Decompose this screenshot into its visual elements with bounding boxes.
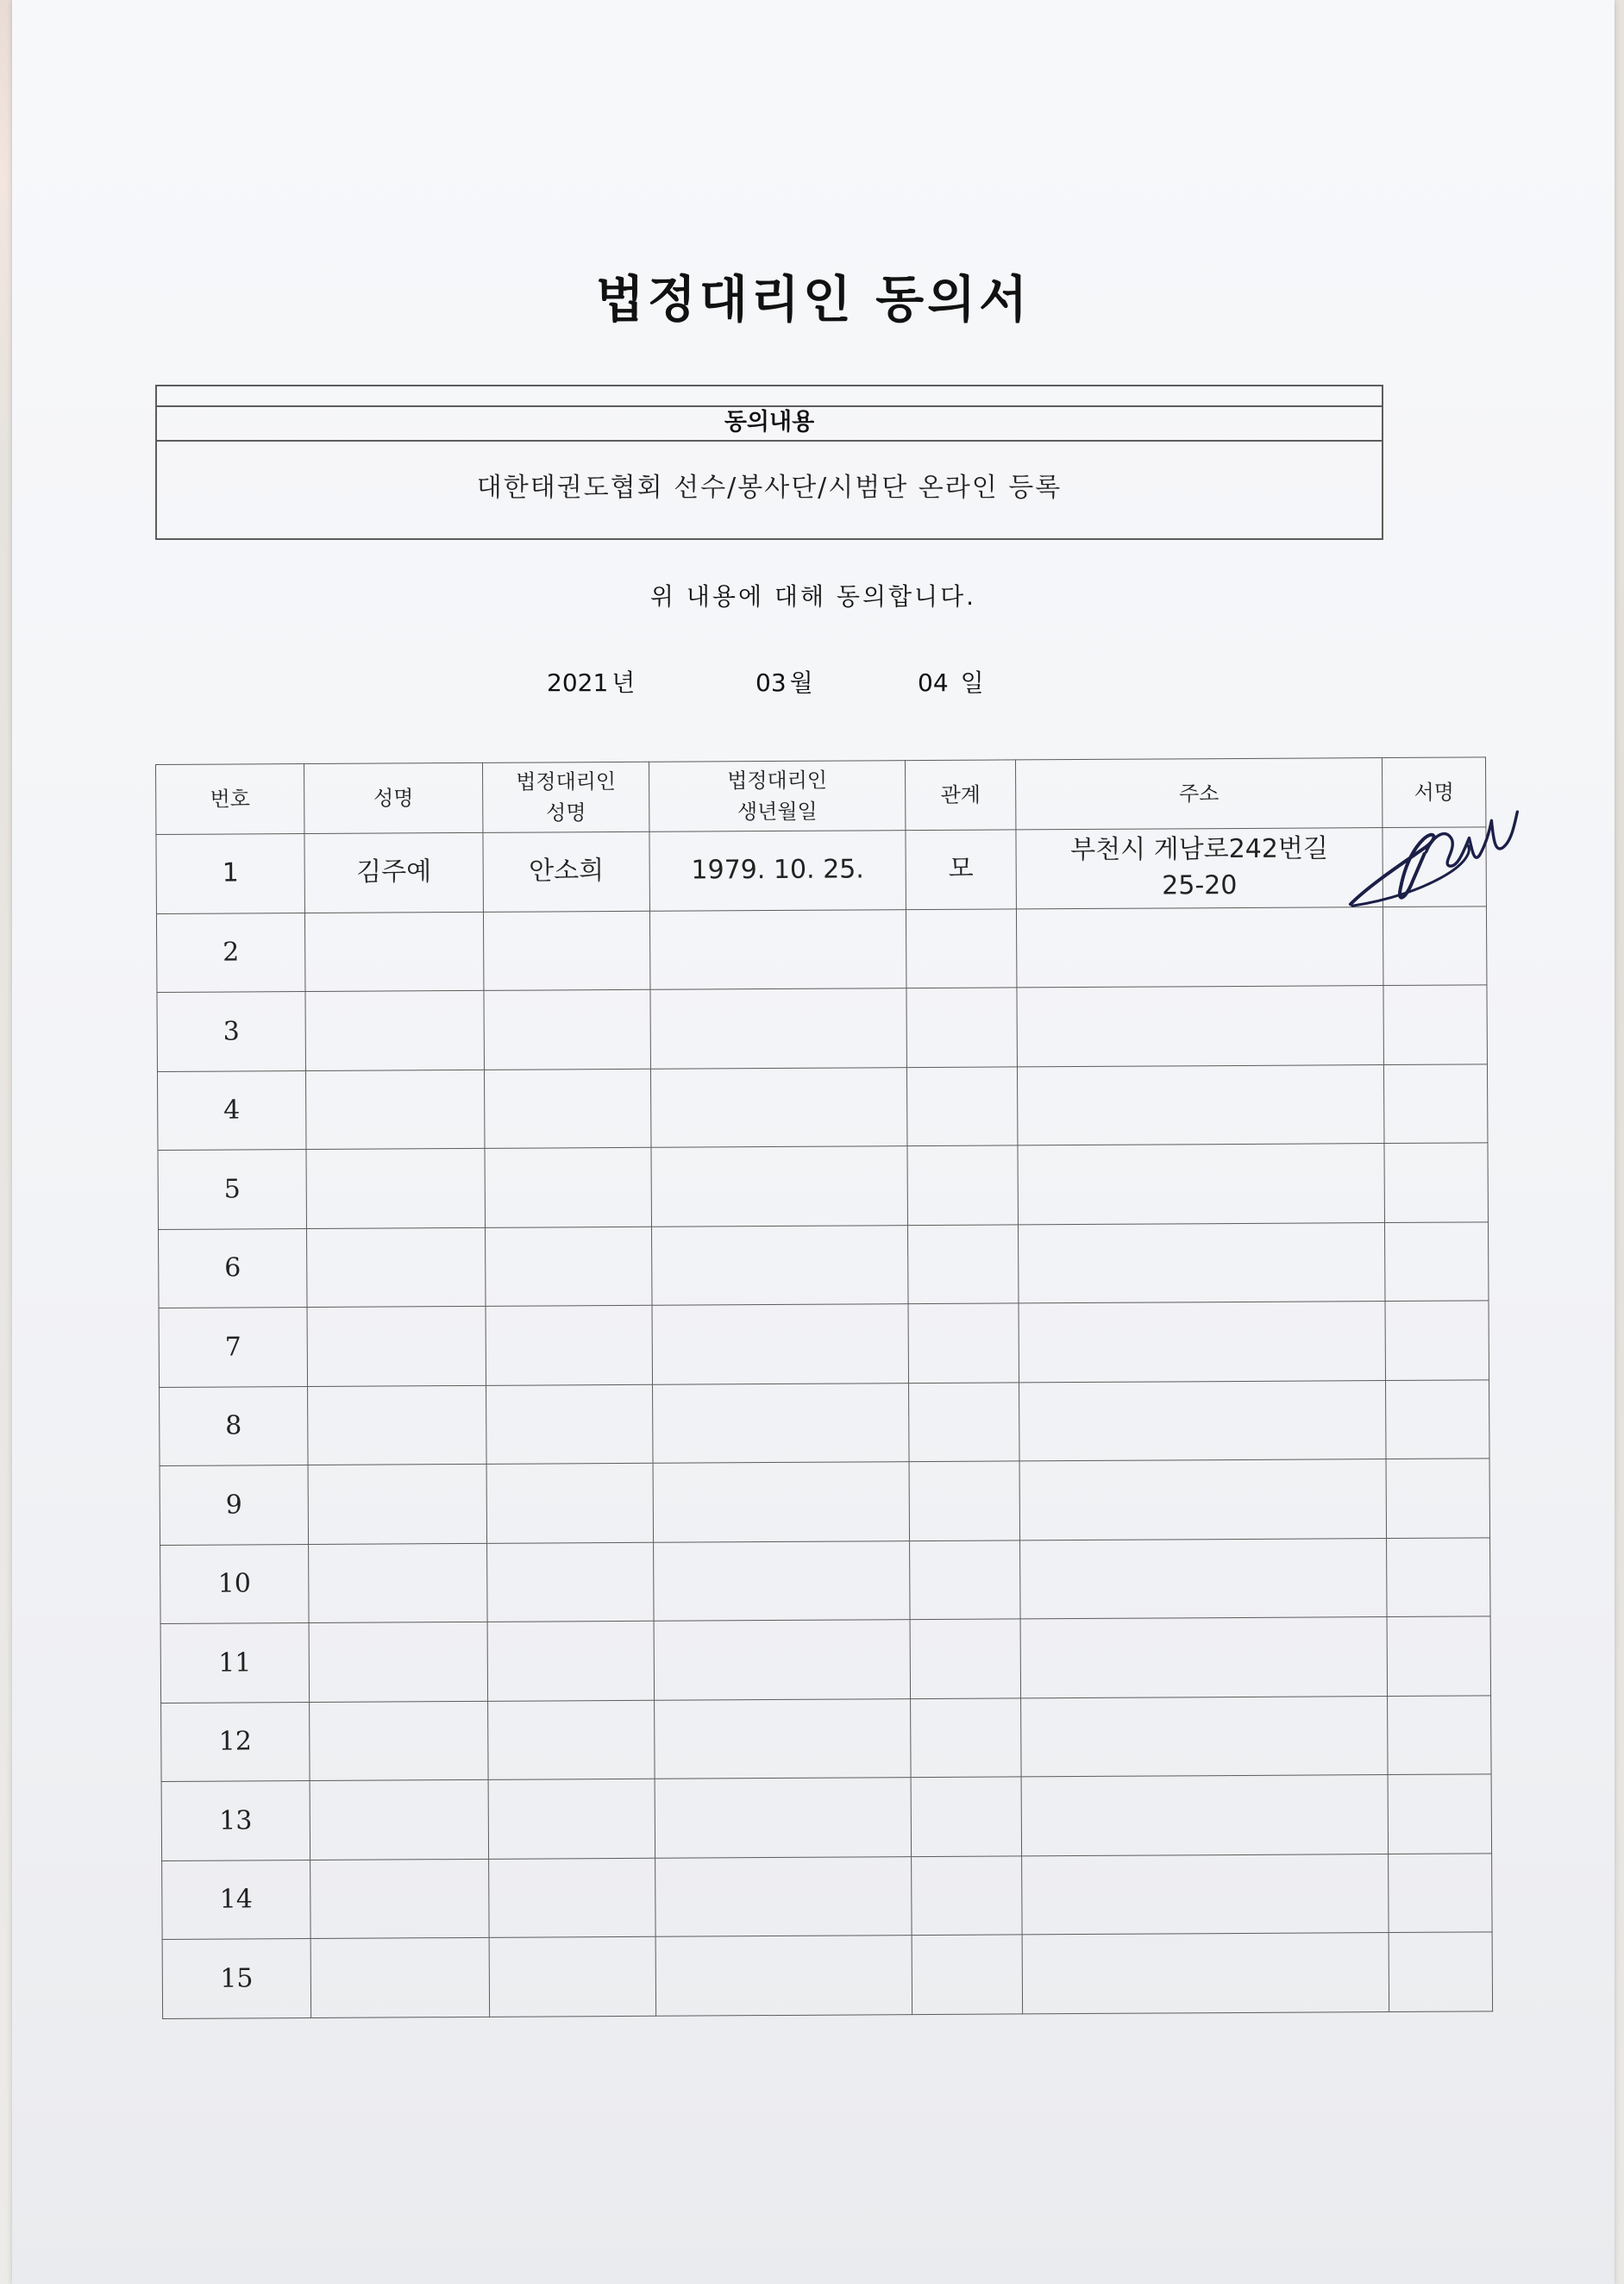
row-address	[1017, 986, 1384, 1067]
date-month	[756, 664, 813, 699]
row-address	[1016, 907, 1383, 988]
agreement-statement: 위 내용에 대해 동의합니다.	[649, 582, 977, 611]
row-signature	[1387, 1537, 1491, 1616]
row-relation	[907, 1224, 1019, 1303]
row-number: 4	[157, 1070, 306, 1150]
row-signature	[1385, 1301, 1489, 1380]
table-row	[157, 1064, 1487, 1150]
header-guardian-birth-line1: 법정대리인	[727, 768, 828, 794]
row-signature	[1383, 1064, 1488, 1143]
header-name: 성명	[304, 762, 483, 833]
row-guardian-birth	[649, 909, 906, 989]
row-relation	[912, 1935, 1023, 2014]
table-row	[160, 1379, 1489, 1465]
row-address	[1022, 1933, 1389, 2014]
consent-header: 동의내용	[157, 405, 1382, 442]
row-address	[1020, 1538, 1388, 1619]
row-relation	[906, 988, 1018, 1067]
row-name	[309, 1622, 488, 1702]
row-address	[1019, 1459, 1387, 1540]
row-number: 7	[159, 1308, 308, 1387]
date-year-unit: 년	[611, 668, 636, 697]
row-relation	[910, 1540, 1021, 1619]
header-guardian-name-line1: 법정대리인	[516, 769, 617, 794]
table-row	[162, 1853, 1492, 1939]
row-signature	[1383, 906, 1487, 985]
row-relation	[907, 1145, 1019, 1225]
table-row	[156, 906, 1486, 992]
row-name	[309, 1543, 488, 1623]
row-signature	[1386, 1459, 1490, 1538]
row-signature	[1386, 1379, 1490, 1459]
row-guardian-name	[487, 1621, 655, 1701]
row-name	[310, 1859, 490, 1939]
row-guardian-name	[486, 1305, 653, 1385]
row-address	[1016, 828, 1383, 909]
row-guardian-birth	[654, 1540, 911, 1621]
table-row	[159, 1221, 1489, 1308]
row-guardian-birth	[655, 1856, 912, 1936]
row-guardian-birth	[654, 1620, 911, 1700]
row-relation	[909, 1382, 1020, 1461]
row-signature	[1388, 1774, 1492, 1854]
row-name	[308, 1385, 487, 1465]
table-row	[161, 1774, 1491, 1860]
date-year-value: 2021	[547, 668, 609, 697]
row-number: 15	[162, 1939, 311, 2018]
table-row	[160, 1537, 1490, 1623]
row-name	[310, 1937, 490, 2017]
row-guardian-birth	[652, 1225, 909, 1305]
row-number: 12	[161, 1702, 310, 1781]
date-day	[918, 664, 984, 699]
row-guardian-name	[486, 1227, 653, 1307]
row-name	[305, 990, 485, 1070]
date-day-unit: 일	[960, 668, 984, 697]
header-signature: 서명	[1382, 757, 1485, 828]
row-address	[1019, 1302, 1386, 1383]
row-name	[308, 1464, 487, 1544]
row-name	[307, 1306, 486, 1386]
row-address	[1017, 1064, 1384, 1145]
table-row	[157, 985, 1487, 1071]
row-relation	[908, 1303, 1019, 1383]
row-guardian-birth	[653, 1383, 910, 1463]
row-guardian-birth	[650, 1067, 907, 1147]
row-number: 13	[161, 1781, 310, 1860]
row-guardian-name	[483, 911, 650, 991]
header-address: 주소	[1015, 758, 1382, 830]
row-guardian-birth	[655, 1936, 912, 2016]
row-guardian-birth: 1979. 10. 25.	[649, 831, 906, 911]
row-relation	[912, 1855, 1023, 1935]
row-address-line1: 부천시 게남로242번길	[1070, 833, 1328, 866]
row-guardian-name: 안소희	[483, 831, 650, 912]
row-guardian-name	[486, 1463, 654, 1543]
table-row	[162, 1932, 1492, 2018]
guardian-consent-table	[155, 756, 1493, 2018]
row-signature	[1387, 1616, 1491, 1696]
row-address	[1020, 1617, 1388, 1698]
consent-text: 대한태권도협회 선수/봉사단/시범단 온라인 등록	[476, 473, 1063, 503]
row-guardian-name	[488, 1779, 655, 1859]
table-header-row	[156, 757, 1486, 835]
row-signature	[1384, 1143, 1489, 1222]
row-relation	[911, 1697, 1022, 1777]
row-guardian-name	[486, 1384, 654, 1465]
table-row	[160, 1616, 1490, 1703]
row-number: 11	[160, 1623, 310, 1703]
row-guardian-name	[484, 989, 651, 1070]
document-title: 법정대리인 동의서	[595, 270, 1031, 329]
table-row	[158, 1143, 1488, 1229]
row-name	[306, 1148, 486, 1228]
row-guardian-birth	[655, 1698, 912, 1779]
row-signature	[1388, 1695, 1492, 1774]
row-guardian-birth	[655, 1778, 912, 1858]
row-name	[310, 1779, 489, 1860]
row-guardian-name	[484, 1069, 651, 1149]
row-guardian-name	[485, 1147, 652, 1227]
row-signature	[1383, 985, 1488, 1064]
date-month-unit: 월	[789, 668, 813, 697]
table-row	[160, 1459, 1489, 1545]
row-number: 3	[157, 992, 306, 1071]
row-signature	[1383, 827, 1487, 907]
row-number: 9	[160, 1465, 309, 1545]
row-guardian-birth	[652, 1304, 909, 1384]
row-relation: 모	[906, 830, 1017, 909]
row-name	[307, 1227, 486, 1308]
row-guardian-name	[489, 1936, 656, 2017]
consent-box	[155, 385, 1383, 540]
row-name	[305, 1070, 485, 1150]
date-month-value: 03	[756, 668, 787, 697]
date-day-value: 04	[918, 668, 949, 697]
row-signature	[1389, 1932, 1493, 2011]
row-relation	[906, 1066, 1018, 1145]
row-number: 14	[162, 1860, 311, 1939]
header-guardian-birth	[649, 761, 905, 832]
row-relation	[910, 1619, 1021, 1698]
row-address	[1019, 1380, 1387, 1461]
row-address	[1018, 1222, 1385, 1303]
header-guardian-birth-line2: 생년월일	[737, 799, 818, 825]
document-sheet	[12, 0, 1615, 2284]
row-address-line2: 25-20	[1162, 870, 1238, 901]
row-number: 10	[160, 1544, 310, 1623]
row-number: 8	[160, 1386, 309, 1465]
row-guardian-birth	[651, 1146, 908, 1227]
row-address	[1021, 1775, 1389, 1856]
row-number: 5	[158, 1150, 307, 1229]
row-number: 1	[156, 834, 305, 913]
row-number: 6	[159, 1228, 308, 1308]
row-number: 2	[156, 913, 305, 992]
row-name	[304, 912, 484, 992]
header-guardian-name-line2: 성명	[546, 800, 586, 825]
table-row	[156, 827, 1486, 913]
row-guardian-birth	[650, 988, 907, 1069]
row-guardian-name	[489, 1858, 656, 1938]
row-guardian-birth	[653, 1462, 910, 1542]
date-year	[547, 664, 635, 699]
header-number: 번호	[156, 764, 304, 835]
table-row	[159, 1301, 1489, 1387]
row-relation	[911, 1777, 1022, 1856]
row-address	[1018, 1144, 1385, 1225]
row-address	[1021, 1696, 1389, 1777]
header-guardian-name	[482, 762, 649, 832]
row-guardian-name	[488, 1700, 655, 1780]
row-name: 김주예	[304, 832, 484, 913]
row-name	[310, 1701, 489, 1781]
header-relation: 관계	[905, 760, 1015, 831]
row-relation	[909, 1461, 1020, 1540]
table-row	[161, 1695, 1491, 1781]
row-signature	[1384, 1221, 1489, 1301]
row-relation	[906, 908, 1017, 988]
row-signature	[1389, 1853, 1493, 1932]
row-guardian-name	[487, 1542, 655, 1622]
row-address	[1022, 1854, 1389, 1935]
